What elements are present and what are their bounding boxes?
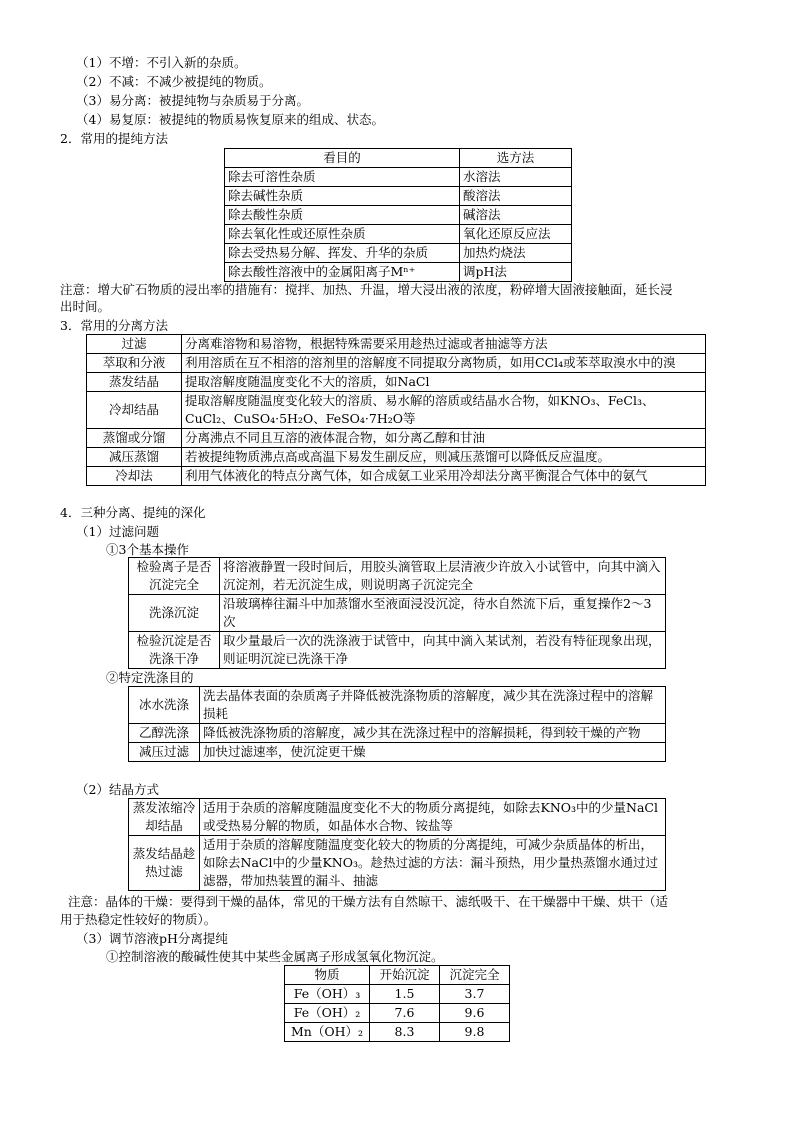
cell: 除去可溶性杂质 (225, 168, 460, 187)
note-drying-line1: 注意：晶体的干燥：要得到干燥的晶体，常见的干燥方法有自然晾干、滤纸吸干、在干燥器中干燥、烘干（适 (68, 894, 669, 909)
cell: 3.7 (440, 985, 510, 1004)
cryst-name: 蒸发浓缩冷却结晶 (129, 799, 200, 836)
basic-ops-table (128, 557, 666, 669)
table-row (129, 595, 666, 632)
wash-desc: 加快过滤速率，使沉淀更干燥 (200, 743, 666, 762)
note-leaching-line2: 出时间。 (60, 299, 111, 314)
table-row (129, 743, 666, 762)
separation-methods-table (86, 334, 706, 486)
table-header-row (285, 966, 510, 985)
table-row (87, 373, 706, 392)
wash-table (128, 686, 666, 762)
method-name: 萃取和分液 (87, 354, 182, 373)
table-row (225, 225, 572, 244)
wash-name: 减压过滤 (129, 743, 200, 762)
wash-name: 冰水洗涤 (129, 687, 200, 724)
method-desc: 利用气体液化的特点分离气体，如合成氨工业采用冷却法分离平衡混合气体中的氨气 (182, 467, 706, 486)
header-substance: 物质 (285, 966, 370, 985)
method-desc: 分离沸点不同且互溶的液体混合物，如分离乙醇和甘油 (182, 429, 706, 448)
cell: 碱溶法 (460, 206, 572, 225)
cell: 除去酸性溶液中的金属阳离子Mⁿ⁺ (225, 263, 460, 282)
table-row (225, 263, 572, 282)
table-row (285, 985, 510, 1004)
cryst-desc: 适用于杂质的溶解度随温度变化较大的物质的分离提纯，可减少杂质晶体的析出，如除去NaCl中的少量KNO₃。趁热过滤的方法：漏斗预热，用少量热蒸馏水通过过滤器，带加热装置的漏斗、抽滤 (200, 836, 666, 891)
cell: 8.3 (370, 1023, 440, 1042)
table-row (129, 632, 666, 669)
cell: 除去氧化性或还原性杂质 (225, 225, 460, 244)
op-desc: 沿玻璃棒往漏斗中加蒸馏水至液面浸没沉淀，待水自然流下后，重复操作2～3次 (220, 595, 666, 632)
op-desc: 将溶液静置一段时间后，用胶头滴管取上层清液少许放入小试管中，向其中滴入沉淀剂，若无沉淀生成，则说明离子沉淀完全 (220, 558, 666, 595)
wash-desc: 降低被洗涤物质的溶解度，减少其在洗涤过程中的溶解损耗，得到较干燥的产物 (200, 724, 666, 743)
table-row (87, 392, 706, 429)
principle-2: （2）不减：不减少被提纯的物质。 (76, 74, 272, 89)
note-drying-line2: 用于热稳定性较好的物质）。 (60, 912, 217, 927)
section-4-heading: 4．三种分离、提纯的深化 (60, 505, 206, 520)
table-row (285, 1023, 510, 1042)
cell: 9.8 (440, 1023, 510, 1042)
method-name: 减压蒸馏 (87, 448, 182, 467)
method-desc: 提取溶解度随温度变化不大的溶质，如NaCl (182, 373, 706, 392)
cryst-name: 蒸发结晶趁热过滤 (129, 836, 200, 891)
table-row (225, 187, 572, 206)
method-name: 蒸馏或分馏 (87, 429, 182, 448)
principle-4: （4）易复原：被提纯的物质易恢复原来的组成、状态。 (76, 112, 384, 127)
subsection-crystallization: （2）结晶方式 (76, 782, 159, 797)
cell: 调pH法 (460, 263, 572, 282)
purify-methods-table (224, 148, 572, 282)
cell: 9.6 (440, 1004, 510, 1023)
table-row (87, 354, 706, 373)
method-desc: 利用溶质在互不相溶的溶剂里的溶解度不同提取分离物质，如用CCl₄或苯萃取溴水中的溴 (182, 354, 706, 373)
cell: Fe（OH）₃ (285, 985, 370, 1004)
subsection-ph-control: ①控制溶液的酸碱性使其中某些金属离子形成氢氧化物沉淀。 (106, 949, 444, 964)
table-row (129, 724, 666, 743)
cell: 氧化还原反应法 (460, 225, 572, 244)
crystallization-table (128, 798, 666, 891)
header-start: 开始沉淀 (370, 966, 440, 985)
cell: 除去受热易分解、挥发、升华的杂质 (225, 244, 460, 263)
cell: Fe（OH）₂ (285, 1004, 370, 1023)
cryst-desc: 适用于杂质的溶解度随温度变化不大的物质分离提纯，如除去KNO₃中的少量NaCl或受热易分解的物质，如晶体水合物、铵盐等 (200, 799, 666, 836)
cell: 加热灼烧法 (460, 244, 572, 263)
method-desc: 若被提纯物质沸点高或高温下易发生副反应，则减压蒸馏可以降低反应温度。 (182, 448, 706, 467)
table-row (225, 206, 572, 225)
table-row (225, 244, 572, 263)
method-desc: 分离难溶物和易溶物，根据特殊需要采用趁热过滤或者抽滤等方法 (182, 335, 706, 354)
method-name: 冷却结晶 (87, 392, 182, 429)
principle-3: （3）易分离：被提纯物与杂质易于分离。 (76, 93, 309, 108)
header-goal: 看目的 (225, 149, 460, 168)
cell: 酸溶法 (460, 187, 572, 206)
section-2-heading: 2．常用的提纯方法 (60, 131, 168, 146)
ph-table (284, 965, 510, 1042)
cell: Mn（OH）₂ (285, 1023, 370, 1042)
table-row (129, 836, 666, 891)
table-row (129, 687, 666, 724)
op-name: 洗涤沉淀 (129, 595, 220, 632)
subsection-ph: （3）调节溶液pH分离提纯 (76, 931, 228, 946)
cell: 水溶法 (460, 168, 572, 187)
wash-desc: 洗去晶体表面的杂质离子并降低被洗涤物质的溶解度，减少其在洗涤过程中的溶解损耗 (200, 687, 666, 724)
subsection-filtration: （1）过滤问题 (76, 524, 159, 539)
table-row (129, 558, 666, 595)
method-desc: 提取溶解度随温度变化较大的溶质、易水解的溶质或结晶水合物，如KNO₃、FeCl₃、CuCl₂、CuSO₄·5H₂O、FeSO₄·7H₂O等 (182, 392, 706, 429)
subsection-basic-ops: ①3个基本操作 (106, 542, 189, 557)
section-3-heading: 3．常用的分离方法 (60, 318, 168, 333)
op-name: 检验离子是否沉淀完全 (129, 558, 220, 595)
cell: 除去碱性杂质 (225, 187, 460, 206)
cell: 除去酸性杂质 (225, 206, 460, 225)
table-row (87, 429, 706, 448)
table-row (87, 467, 706, 486)
cell: 1.5 (370, 985, 440, 1004)
table-row (87, 448, 706, 467)
table-row (285, 1004, 510, 1023)
op-desc: 取少量最后一次的洗涤液于试管中，向其中滴入某试剂，若没有特征现象出现，则证明沉淀已洗涤干净 (220, 632, 666, 669)
method-name: 冷却法 (87, 467, 182, 486)
op-name: 检验沉淀是否洗涤干净 (129, 632, 220, 669)
header-method: 选方法 (460, 149, 572, 168)
table-row (225, 168, 572, 187)
cell: 7.6 (370, 1004, 440, 1023)
note-leaching-line1: 注意：增大矿石物质的浸出率的措施有：搅拌、加热、升温，增大浸出液的浓度，粉碎增大固液接触面，延长浸 (60, 282, 673, 297)
method-name: 过滤 (87, 335, 182, 354)
subsection-wash-purpose: ②特定洗涤目的 (106, 670, 194, 685)
table-row (87, 335, 706, 354)
header-complete: 沉淀完全 (440, 966, 510, 985)
principle-1: （1）不增：不引入新的杂质。 (76, 55, 247, 70)
table-row (129, 799, 666, 836)
method-name: 蒸发结晶 (87, 373, 182, 392)
table-header-row (225, 149, 572, 168)
wash-name: 乙醇洗涤 (129, 724, 200, 743)
